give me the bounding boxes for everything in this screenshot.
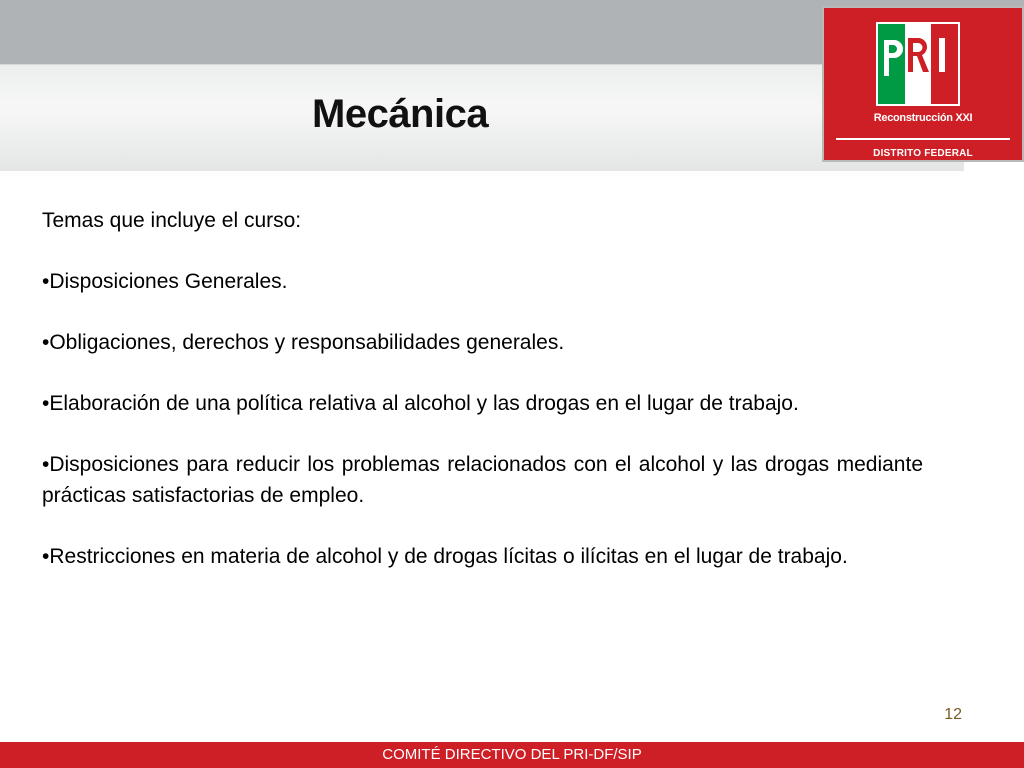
bullet-item: •Disposiciones para reducir los problemas relacionados con el alcohol y las drogas mediante prácticas satisfactorias de empleo.: [42, 453, 923, 507]
slide-number: 12: [944, 706, 962, 723]
slide-body: [42, 205, 923, 602]
bullet-item: •Elaboración de una política relativa al alcohol y las drogas en el lugar de trabajo.: [42, 392, 799, 415]
slide-title: Mecánica: [312, 92, 489, 136]
bullet-item: •Disposiciones Generales.: [42, 270, 288, 293]
footer-bar: COMITÉ DIRECTIVO DEL PRI-DF/SIP: [0, 742, 1024, 768]
pri-emblem-graphic: [878, 24, 958, 104]
pri-logo: [822, 6, 1024, 162]
logo-region: DISTRITO FEDERAL: [873, 148, 973, 159]
bullet-item: •Restricciones en materia de alcohol y de drogas lícitas o ilícitas en el lugar de trabajo.: [42, 545, 848, 568]
logo-subtitle: Reconstrucción XXI: [873, 112, 973, 124]
pri-emblem-icon: [876, 22, 960, 106]
logo-divider: [836, 138, 1010, 140]
intro-text: Temas que incluye el curso:: [42, 209, 302, 232]
bullet-item: •Obligaciones, derechos y responsabilidades generales.: [42, 331, 565, 354]
